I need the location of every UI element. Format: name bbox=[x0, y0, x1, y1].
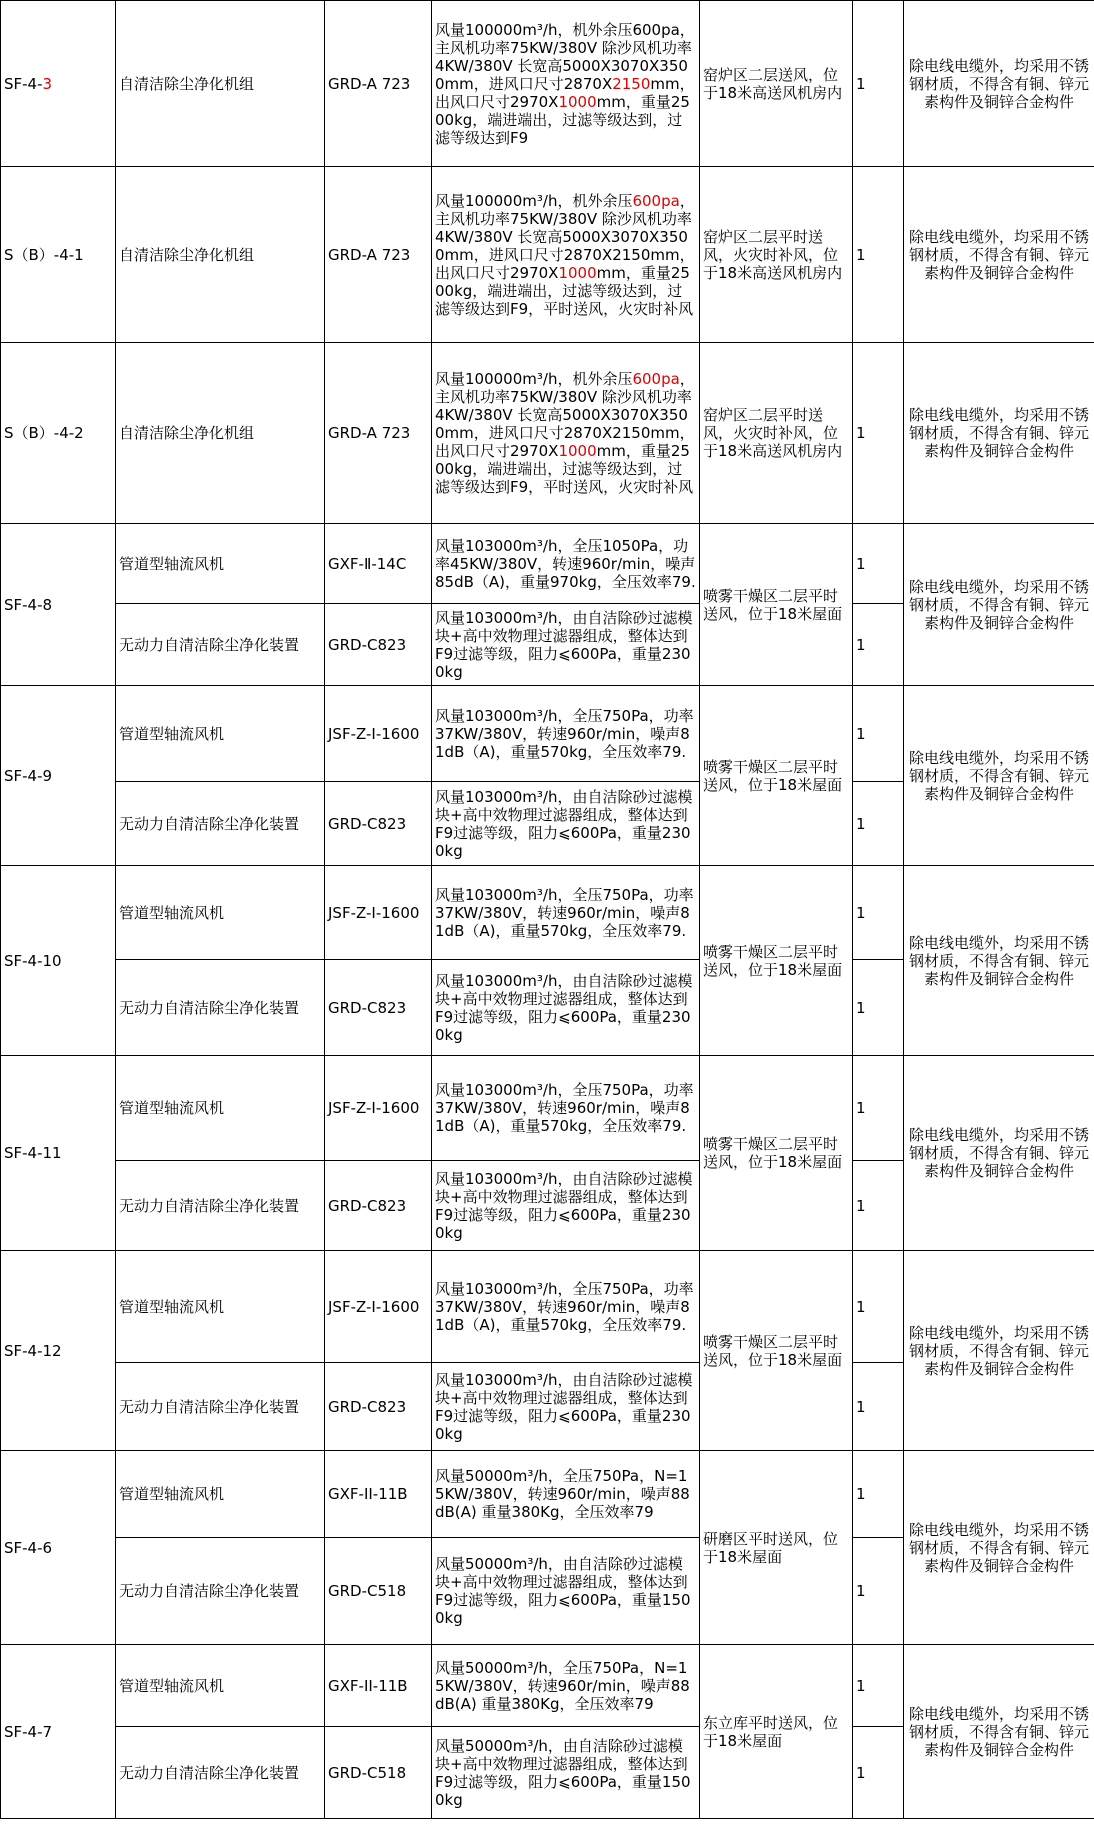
table-row bbox=[1, 167, 1094, 343]
equipment-quantity: 1 bbox=[853, 604, 904, 686]
equipment-location: 窑炉区二层送风，位于18米高送风机房内 bbox=[700, 1, 853, 167]
equipment-model: GRD-C823 bbox=[325, 782, 432, 866]
equipment-spec: 风量103000m³/h，由自洁除砂过滤模块+高中效物理过滤器组成，整体达到F9过滤等级，阻力⩽600Pa，重量2300kg bbox=[432, 782, 700, 866]
equipment-name: 无动力自清洁除尘净化装置 bbox=[116, 1363, 325, 1451]
equipment-note: 除电线电缆外，均采用不锈钢材质，不得含有铜、锌元素构件及铜锌合金构件 bbox=[904, 866, 1094, 1056]
equipment-quantity: 1 bbox=[853, 1056, 904, 1161]
equipment-quantity: 1 bbox=[853, 1645, 904, 1727]
equipment-name: 管道型轴流风机 bbox=[116, 1451, 325, 1538]
equipment-spec: 风量50000m³/h，全压750Pa，N=15KW/380V，转速960r/min，噪声88dB(A) 重量380Kg，全压效率79 bbox=[432, 1451, 700, 1538]
equipment-spec: 风量100000m³/h，机外余压600pa，主风机功率75KW/380V 除沙风机功率4KW/380V 长宽高5000X3070X3500mm，进风口尺寸2870X2150mm，出风口尺寸2970X1000mm，重量2500kg，端进端出，过滤等级达到，过滤等级达到F9，平时送风，火灾时补风 bbox=[432, 167, 700, 343]
equipment-spec: 风量50000m³/h，由自洁除砂过滤模块+高中效物理过滤器组成，整体达到F9过滤等级，阻力⩽600Pa，重量1500kg bbox=[432, 1727, 700, 1819]
equipment-note: 除电线电缆外，均采用不锈钢材质，不得含有铜、锌元素构件及铜锌合金构件 bbox=[904, 524, 1094, 686]
equipment-spec: 风量100000m³/h，机外余压600pa，主风机功率75KW/380V 除沙风机功率4KW/380V 长宽高5000X3070X3500mm，进风口尺寸2870X2150mm，出风口尺寸2970X1000mm，重量2500kg，端进端出，过滤等级达到，过滤等级达到F9 bbox=[432, 1, 700, 167]
equipment-spec: 风量103000m³/h，由自洁除砂过滤模块+高中效物理过滤器组成，整体达到F9过滤等级，阻力⩽600Pa，重量2300kg bbox=[432, 1161, 700, 1251]
equipment-note: 除电线电缆外，均采用不锈钢材质，不得含有铜、锌元素构件及铜锌合金构件 bbox=[904, 686, 1094, 866]
equipment-quantity: 1 bbox=[853, 782, 904, 866]
equipment-code: S（B）-4-1 bbox=[1, 167, 116, 343]
equipment-name: 管道型轴流风机 bbox=[116, 524, 325, 604]
equipment-spec: 风量103000m³/h，全压1050Pa，功率45KW/380V，转速960r/min，噪声85dB（A)，重量970kg，全压效率79. bbox=[432, 524, 700, 604]
equipment-model: GRD-C823 bbox=[325, 604, 432, 686]
table-row bbox=[1, 1, 1094, 167]
table-row bbox=[1, 1451, 1094, 1538]
table-row bbox=[1, 866, 1094, 960]
equipment-name: 无动力自清洁除尘净化装置 bbox=[116, 1727, 325, 1819]
equipment-note: 除电线电缆外，均采用不锈钢材质，不得含有铜、锌元素构件及铜锌合金构件 bbox=[904, 1451, 1094, 1645]
equipment-quantity: 1 bbox=[853, 686, 904, 782]
equipment-note: 除电线电缆外，均采用不锈钢材质，不得含有铜、锌元素构件及铜锌合金构件 bbox=[904, 1645, 1094, 1819]
equipment-location: 东立库平时送风，位于18米屋面 bbox=[700, 1645, 853, 1819]
table-row bbox=[1, 686, 1094, 782]
equipment-quantity: 1 bbox=[853, 866, 904, 960]
equipment-model: GRD-C518 bbox=[325, 1727, 432, 1819]
equipment-location: 喷雾干燥区二层平时送风，位于18米屋面 bbox=[700, 686, 853, 866]
equipment-code: SF-4-9 bbox=[1, 686, 116, 866]
equipment-quantity: 1 bbox=[853, 960, 904, 1056]
equipment-quantity: 1 bbox=[853, 1538, 904, 1645]
equipment-location: 喷雾干燥区二层平时送风，位于18米屋面 bbox=[700, 1251, 853, 1451]
equipment-quantity: 1 bbox=[853, 1451, 904, 1538]
equipment-name: 无动力自清洁除尘净化装置 bbox=[116, 782, 325, 866]
equipment-code: SF-4-10 bbox=[1, 866, 116, 1056]
equipment-spec: 风量103000m³/h，由自洁除砂过滤模块+高中效物理过滤器组成，整体达到F9过滤等级，阻力⩽600Pa，重量2300kg bbox=[432, 960, 700, 1056]
equipment-note: 除电线电缆外，均采用不锈钢材质，不得含有铜、锌元素构件及铜锌合金构件 bbox=[904, 1, 1094, 167]
equipment-location: 窑炉区二层平时送风，火灾时补风，位于18米高送风机房内 bbox=[700, 167, 853, 343]
table-row bbox=[1, 524, 1094, 604]
equipment-quantity: 1 bbox=[853, 1161, 904, 1251]
equipment-model: GXF-II-11B bbox=[325, 1451, 432, 1538]
equipment-spec: 风量103000m³/h，由自洁除砂过滤模块+高中效物理过滤器组成，整体达到F9过滤等级，阻力⩽600Pa，重量2300kg bbox=[432, 604, 700, 686]
equipment-location: 喷雾干燥区二层平时送风，位于18米屋面 bbox=[700, 1056, 853, 1251]
equipment-name: 管道型轴流风机 bbox=[116, 866, 325, 960]
equipment-note: 除电线电缆外，均采用不锈钢材质，不得含有铜、锌元素构件及铜锌合金构件 bbox=[904, 1056, 1094, 1251]
equipment-note: 除电线电缆外，均采用不锈钢材质，不得含有铜、锌元素构件及铜锌合金构件 bbox=[904, 1251, 1094, 1451]
equipment-note: 除电线电缆外，均采用不锈钢材质，不得含有铜、锌元素构件及铜锌合金构件 bbox=[904, 343, 1094, 524]
equipment-location: 窑炉区二层平时送风，火灾时补风，位于18米高送风机房内 bbox=[700, 343, 853, 524]
equipment-name: 无动力自清洁除尘净化装置 bbox=[116, 1538, 325, 1645]
equipment-quantity: 1 bbox=[853, 343, 904, 524]
equipment-quantity: 1 bbox=[853, 524, 904, 604]
equipment-model: GRD-C823 bbox=[325, 1363, 432, 1451]
equipment-name: 无动力自清洁除尘净化装置 bbox=[116, 1161, 325, 1251]
equipment-code: S（B）-4-2 bbox=[1, 343, 116, 524]
equipment-quantity: 1 bbox=[853, 1, 904, 167]
equipment-code: SF-4-12 bbox=[1, 1251, 116, 1451]
table-row bbox=[1, 1645, 1094, 1727]
equipment-model: GRD-A 723 bbox=[325, 1, 432, 167]
equipment-code: SF-4-8 bbox=[1, 524, 116, 686]
equipment-model: GRD-A 723 bbox=[325, 343, 432, 524]
equipment-model: GRD-C518 bbox=[325, 1538, 432, 1645]
equipment-model: JSF-Z-I-1600 bbox=[325, 866, 432, 960]
equipment-spec: 风量103000m³/h，全压750Pa，功率37KW/380V，转速960r/min，噪声81dB（A)，重量570kg，全压效率79. bbox=[432, 866, 700, 960]
equipment-location: 喷雾干燥区二层平时送风，位于18米屋面 bbox=[700, 866, 853, 1056]
equipment-code: SF-4-3 bbox=[1, 1, 116, 167]
equipment-code: SF-4-6 bbox=[1, 1451, 116, 1645]
equipment-quantity: 1 bbox=[853, 1251, 904, 1363]
equipment-model: GXF-Ⅱ-14C bbox=[325, 524, 432, 604]
equipment-name: 管道型轴流风机 bbox=[116, 1645, 325, 1727]
equipment-quantity: 1 bbox=[853, 1727, 904, 1819]
table-row bbox=[1, 1056, 1094, 1161]
equipment-model: JSF-Z-I-1600 bbox=[325, 1056, 432, 1161]
equipment-name: 管道型轴流风机 bbox=[116, 1056, 325, 1161]
equipment-name: 管道型轴流风机 bbox=[116, 686, 325, 782]
equipment-spec: 风量50000m³/h，全压750Pa，N=15KW/380V，转速960r/min，噪声88dB(A) 重量380Kg，全压效率79 bbox=[432, 1645, 700, 1727]
table-row bbox=[1, 343, 1094, 524]
equipment-location: 研磨区平时送风，位于18米屋面 bbox=[700, 1451, 853, 1645]
equipment-spec: 风量103000m³/h，全压750Pa，功率37KW/380V，转速960r/min，噪声81dB（A)，重量570kg，全压效率79. bbox=[432, 1251, 700, 1363]
equipment-note: 除电线电缆外，均采用不锈钢材质，不得含有铜、锌元素构件及铜锌合金构件 bbox=[904, 167, 1094, 343]
table-row bbox=[1, 1251, 1094, 1363]
equipment-name: 自清洁除尘净化机组 bbox=[116, 167, 325, 343]
equipment-model: GRD-A 723 bbox=[325, 167, 432, 343]
equipment-spec: 风量103000m³/h，由自洁除砂过滤模块+高中效物理过滤器组成，整体达到F9过滤等级，阻力⩽600Pa，重量2300kg bbox=[432, 1363, 700, 1451]
equipment-spec: 风量50000m³/h，由自洁除砂过滤模块+高中效物理过滤器组成，整体达到F9过滤等级，阻力⩽600Pa，重量1500kg bbox=[432, 1538, 700, 1645]
equipment-model: GRD-C823 bbox=[325, 1161, 432, 1251]
equipment-spec: 风量100000m³/h，机外余压600pa，主风机功率75KW/380V 除沙风机功率4KW/380V 长宽高5000X3070X3500mm，进风口尺寸2870X2150mm，出风口尺寸2970X1000mm，重量2500kg，端进端出，过滤等级达到，过滤等级达到F9，平时送风，火灾时补风 bbox=[432, 343, 700, 524]
equipment-name: 无动力自清洁除尘净化装置 bbox=[116, 960, 325, 1056]
equipment-model: JSF-Z-I-1600 bbox=[325, 1251, 432, 1363]
equipment-quantity: 1 bbox=[853, 1363, 904, 1451]
equipment-spec: 风量103000m³/h，全压750Pa，功率37KW/380V，转速960r/min，噪声81dB（A)，重量570kg，全压效率79. bbox=[432, 1056, 700, 1161]
equipment-code: SF-4-7 bbox=[1, 1645, 116, 1819]
equipment-code: SF-4-11 bbox=[1, 1056, 116, 1251]
equipment-name: 管道型轴流风机 bbox=[116, 1251, 325, 1363]
equipment-model: JSF-Z-I-1600 bbox=[325, 686, 432, 782]
equipment-name: 自清洁除尘净化机组 bbox=[116, 1, 325, 167]
equipment-location: 喷雾干燥区二层平时送风，位于18米屋面 bbox=[700, 524, 853, 686]
equipment-name: 自清洁除尘净化机组 bbox=[116, 343, 325, 524]
equipment-name: 无动力自清洁除尘净化装置 bbox=[116, 604, 325, 686]
equipment-model: GRD-C823 bbox=[325, 960, 432, 1056]
equipment-quantity: 1 bbox=[853, 167, 904, 343]
equipment-model: GXF-II-11B bbox=[325, 1645, 432, 1727]
equipment-spec: 风量103000m³/h，全压750Pa，功率37KW/380V，转速960r/min，噪声81dB（A)，重量570kg，全压效率79. bbox=[432, 686, 700, 782]
